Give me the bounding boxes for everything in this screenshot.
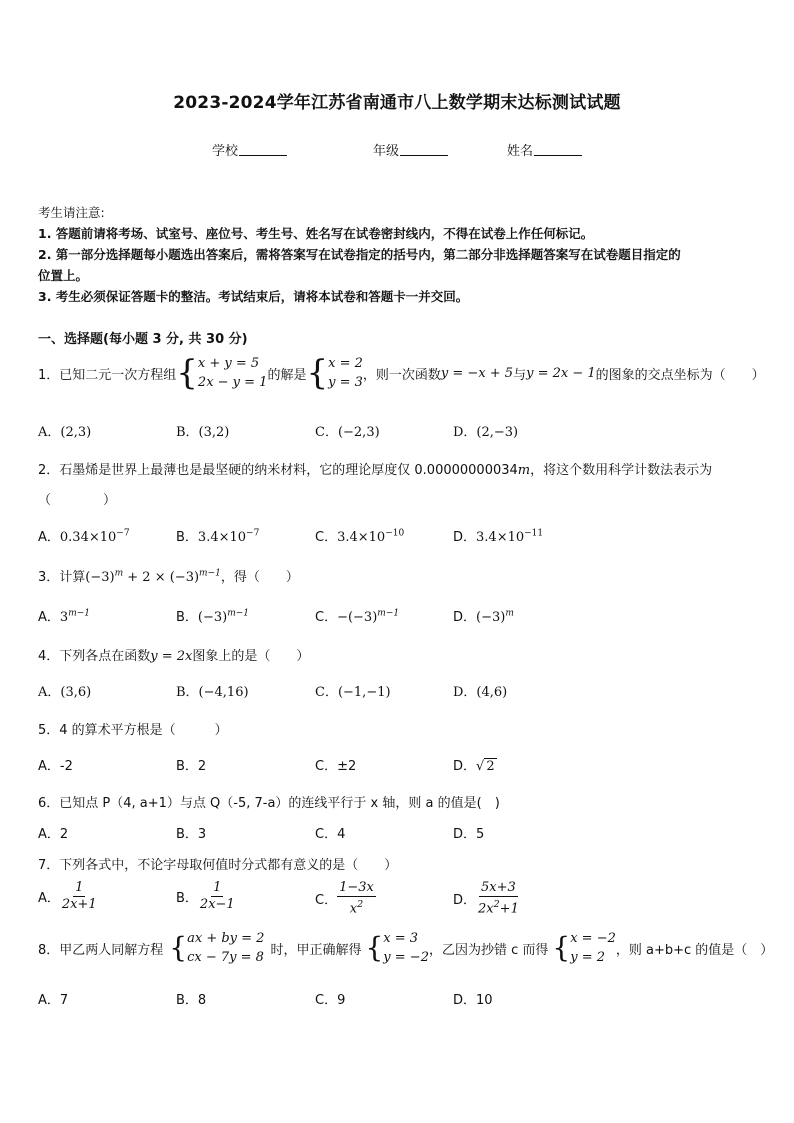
q7-option-c bbox=[315, 880, 376, 917]
denominator-exponent: 2 bbox=[357, 899, 364, 910]
q7-option-a bbox=[38, 880, 99, 913]
q3-option-c bbox=[315, 606, 399, 625]
grade-blank bbox=[400, 143, 448, 156]
q6-option-b: B．3 bbox=[176, 827, 207, 842]
question-1 bbox=[38, 354, 765, 392]
brace-icon: { bbox=[176, 353, 198, 393]
equation: ax + by = 2 bbox=[187, 931, 265, 946]
denominator: 2x−1 bbox=[199, 897, 235, 912]
option-label: D． bbox=[453, 530, 477, 545]
option-label: A． bbox=[38, 610, 60, 625]
equation: y = −2 bbox=[383, 950, 429, 965]
q3-expr-b: + 2 × (−3) bbox=[123, 570, 200, 585]
question-8 bbox=[38, 929, 773, 967]
sqrt-icon: √ bbox=[476, 759, 485, 774]
q5-option-d bbox=[453, 755, 497, 774]
q1-system-2 bbox=[328, 354, 363, 392]
section-heading: 一、选择题(每小题 3 分, 共 30 分) bbox=[38, 332, 248, 347]
question-2 bbox=[38, 459, 712, 478]
q1-text-3: 的图象的交点坐标为（ ） bbox=[595, 367, 765, 383]
denominator-exponent: 2 bbox=[493, 899, 500, 910]
q2-option-c bbox=[315, 526, 404, 545]
name-blank bbox=[534, 143, 582, 156]
q8-option-b: B．8 bbox=[176, 993, 207, 1008]
q6-option-d: D．5 bbox=[453, 827, 485, 842]
option-label: C． bbox=[315, 610, 338, 625]
option-exponent: m−1 bbox=[377, 608, 400, 619]
denominator-tail: +1 bbox=[499, 901, 519, 917]
q3-option-b bbox=[176, 606, 249, 625]
q2-text: 2．石墨烯是世界上最薄也是最坚硬的纳米材料，它的理论厚度仅 0.00000000034 bbox=[38, 463, 518, 478]
equation: x + y = 5 bbox=[197, 356, 260, 371]
fraction bbox=[337, 880, 376, 917]
q1-mid: 的解是 bbox=[267, 367, 307, 383]
brace-icon: { bbox=[306, 353, 329, 393]
equation: y = 2 bbox=[570, 950, 605, 965]
equation: x = 2 bbox=[328, 356, 363, 371]
q4-prefix: 4．下列各点在函数 bbox=[38, 649, 151, 664]
q5-option-a: A．-2 bbox=[38, 759, 73, 774]
q2-option-a bbox=[38, 526, 130, 545]
option-exponent: m−1 bbox=[227, 608, 250, 619]
q3-expr-a: (−3) bbox=[85, 570, 115, 585]
q1-option-c: C．(−2,3) bbox=[315, 425, 380, 440]
option-label: A． bbox=[38, 891, 60, 906]
fraction bbox=[198, 880, 237, 913]
notice-item-1: 1. 答题前请将考场、试室号、座位号、考生号、姓名写在试卷密封线内，不得在试卷上作任何标记。 bbox=[38, 226, 594, 241]
sqrt-argument: 2 bbox=[486, 759, 495, 774]
option-value: −(−3) bbox=[337, 610, 378, 625]
denominator bbox=[476, 897, 521, 917]
q1-system-1 bbox=[198, 354, 268, 392]
numerator: 5x+3 bbox=[481, 880, 516, 895]
option-value: 0.34×10 bbox=[59, 530, 117, 545]
q1-text-2: 与 bbox=[513, 367, 527, 383]
option-value: 3.4×10 bbox=[197, 530, 247, 545]
equation: cx − 7y = 8 bbox=[187, 950, 264, 965]
equation: x = 3 bbox=[383, 931, 419, 946]
option-value: 3 bbox=[59, 610, 69, 625]
q5-option-c: C．±2 bbox=[315, 759, 357, 774]
name-label: 姓名 bbox=[507, 144, 534, 159]
q4-function: y = 2x bbox=[150, 649, 193, 664]
q2-option-b bbox=[176, 526, 259, 545]
denominator-base: x bbox=[349, 901, 358, 917]
numerator: 1 bbox=[213, 880, 222, 895]
option-exponent: m bbox=[505, 608, 514, 619]
option-label: D． bbox=[453, 759, 477, 774]
option-value: (−3) bbox=[476, 610, 506, 625]
question-5: 5．4 的算术平方根是（ ） bbox=[38, 723, 228, 738]
q4-option-c: C．(−1,−1) bbox=[315, 685, 391, 700]
q7-option-d bbox=[453, 880, 521, 917]
brace-icon: { bbox=[552, 931, 571, 964]
q1-function-1: y = −x + 5 bbox=[440, 365, 514, 381]
option-value: 3.4×10 bbox=[337, 530, 386, 545]
q8-system-2 bbox=[383, 929, 429, 967]
question-6: 6．已知点 P（4, a+1）与点 Q（-5, 7-a）的连线平行于 x 轴，则 a 的值是( ) bbox=[38, 796, 500, 811]
q1-option-a: A．(2,3) bbox=[38, 425, 92, 440]
q8-system-3 bbox=[570, 929, 616, 967]
q1-function-2: y = 2x − 1 bbox=[526, 365, 596, 381]
option-label: B． bbox=[176, 610, 198, 625]
option-label: D． bbox=[453, 893, 477, 909]
q1-text-1: ，则一次函数 bbox=[362, 367, 441, 383]
q8-system-1 bbox=[187, 929, 264, 967]
q4-suffix: 图象上的是（ ） bbox=[192, 649, 310, 664]
q1-option-b: B．(3,2) bbox=[176, 425, 230, 440]
q5-option-b: B．2 bbox=[176, 759, 207, 774]
option-exponent: −11 bbox=[524, 528, 544, 539]
question-7: 7．下列各式中，不论字母取何值时分式都有意义的是（ ） bbox=[38, 858, 398, 873]
q8-prefix: 8．甲乙两人同解方程 bbox=[38, 942, 164, 958]
denominator-base: 2x bbox=[478, 901, 494, 917]
option-exponent: −7 bbox=[116, 528, 130, 539]
q3-exp-b: m−1 bbox=[199, 568, 221, 579]
q1-prefix: 1．已知二元一次方程组 bbox=[38, 367, 177, 383]
q2-option-d bbox=[453, 526, 543, 545]
equation: x = −2 bbox=[570, 931, 616, 946]
option-label: B． bbox=[176, 891, 198, 906]
option-exponent: m−1 bbox=[68, 608, 90, 619]
q8-option-d: D．10 bbox=[453, 993, 493, 1008]
fraction bbox=[476, 880, 521, 917]
brace-icon: { bbox=[169, 931, 188, 964]
q4-option-a: A．(3,6) bbox=[38, 685, 92, 700]
school-blank bbox=[239, 143, 287, 156]
q8-suffix: ，则 a+b+c 的值是（ ） bbox=[615, 942, 774, 958]
q4-option-b: B．(−4,16) bbox=[176, 685, 249, 700]
equation: y = 3 bbox=[328, 375, 363, 390]
fraction bbox=[60, 880, 99, 913]
q8-option-a: A．7 bbox=[38, 993, 69, 1008]
q2-answer-bracket: （ ） bbox=[38, 493, 117, 508]
q8-option-c: C．9 bbox=[315, 993, 346, 1008]
q2-text-2: ，将这个数用科学计数法表示为 bbox=[530, 463, 713, 478]
equation: 2x − y = 1 bbox=[197, 375, 268, 390]
denominator bbox=[348, 897, 365, 917]
q7-option-b bbox=[176, 880, 237, 913]
option-label: B． bbox=[176, 530, 198, 545]
grade-field bbox=[373, 140, 448, 159]
notice-item-3: 3. 考生必须保证答题卡的整洁。考试结束后，请将本试卷和答题卡一并交回。 bbox=[38, 289, 469, 304]
q2-unit: m bbox=[517, 463, 531, 478]
q3-suffix: ，得（ ） bbox=[220, 570, 299, 585]
question-4 bbox=[38, 645, 309, 664]
option-label: C． bbox=[315, 530, 338, 545]
option-value: 3.4×10 bbox=[476, 530, 525, 545]
option-label: A． bbox=[38, 530, 60, 545]
notice-item-2-cont: 位置上。 bbox=[38, 268, 89, 283]
brace-icon: { bbox=[365, 931, 384, 964]
q3-option-a bbox=[38, 606, 90, 625]
q3-exp-a: m bbox=[114, 568, 124, 579]
q6-option-c: C．4 bbox=[315, 827, 346, 842]
q6-option-a: A．2 bbox=[38, 827, 69, 842]
notice-heading: 考生请注意: bbox=[38, 205, 105, 220]
q4-option-d: D．(4,6) bbox=[453, 685, 508, 700]
option-value: (−3) bbox=[197, 610, 228, 625]
q3-option-d bbox=[453, 606, 514, 625]
grade-label: 年级 bbox=[373, 144, 400, 159]
school-field bbox=[212, 140, 287, 159]
option-label: D． bbox=[453, 610, 477, 625]
option-exponent: −7 bbox=[246, 528, 260, 539]
school-label: 学校 bbox=[212, 144, 239, 159]
question-3 bbox=[38, 566, 299, 585]
q3-prefix: 3．计算 bbox=[38, 570, 86, 585]
numerator: 1 bbox=[75, 880, 84, 895]
option-label: C． bbox=[315, 893, 338, 909]
option-exponent: −10 bbox=[385, 528, 405, 539]
name-field bbox=[507, 140, 582, 159]
notice-item-2: 2. 第一部分选择题每小题选出答案后，需将答案写在试卷指定的括号内，第二部分非选择题答案写在试卷题目指定的 bbox=[38, 247, 681, 262]
numerator: 1−3x bbox=[339, 880, 374, 895]
q8-mid-2: ，乙因为抄错 c 而得 bbox=[428, 942, 549, 958]
q8-mid-1: 时，甲正确解得 bbox=[270, 942, 362, 958]
q1-option-d: D．(2,−3) bbox=[453, 425, 519, 440]
page-title: 2023-2024学年江苏省南通市八上数学期末达标测试试题 bbox=[173, 93, 621, 113]
denominator: 2x+1 bbox=[61, 897, 97, 912]
